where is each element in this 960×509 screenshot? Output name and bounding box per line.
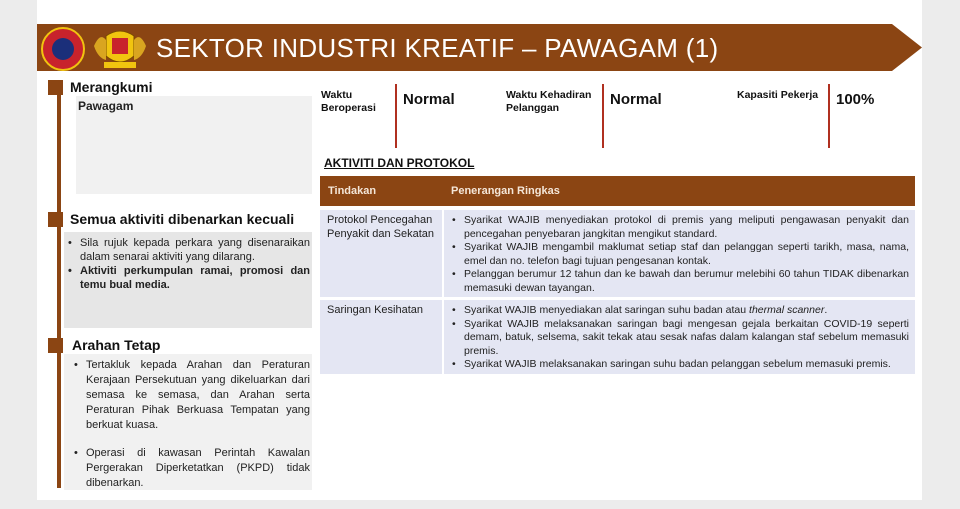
merangkumi-item: Pawagam: [78, 99, 134, 113]
semua-item: • Sila rujuk kepada perkara yang disenaraikan dalam senarai aktiviti yang dilarang.: [66, 236, 310, 264]
penerangan-cell: [443, 299, 915, 374]
protocol-point: • Pelanggan berumur 12 tahun dan ke bawah dan berumur melebihi 60 tahun TIDAK dibenarkan memasuki dewan tayangan.: [450, 268, 909, 295]
left-timeline-bar: [57, 94, 61, 488]
semua-title: Semua aktiviti dibenarkan kecuali: [70, 211, 295, 227]
protocol-table: [320, 176, 915, 374]
stat-label-waktu-beroperasi: Waktu Beroperasi: [321, 89, 376, 114]
aktiviti-heading: AKTIVITI DAN PROTOKOL: [324, 156, 475, 170]
merangkumi-title: Merangkumi: [70, 79, 153, 95]
semua-panel: [64, 232, 312, 328]
section-marker-semua: [48, 212, 63, 227]
stat-label-waktu-kehadiran: Waktu Kehadiran Pelanggan: [506, 89, 592, 114]
merangkumi-panel: [76, 96, 312, 194]
stat-value-kapasiti-pekerja: 100%: [836, 91, 875, 108]
stat-divider: [828, 84, 830, 148]
table-header-row: [320, 176, 915, 208]
semua-item: • Aktiviti perkumpulan ramai, promosi dan temu bual media.: [66, 264, 310, 292]
stat-label-kapasiti-pekerja: Kapasiti Pekerja: [737, 89, 819, 101]
protocol-point: • Syarikat WAJIB melaksanakan saringan bagi mengesan gejala berkaitan COVID-19 seperti demam, batuk, selsema, sakit tekak atau sesak nafas dalam kalangan staf sebelum memasuki premis.: [450, 318, 909, 359]
stat-divider: [602, 84, 604, 148]
tindakan-cell: Saringan Kesihatan: [320, 299, 443, 374]
stat-divider: [395, 84, 397, 148]
arahan-title: Arahan Tetap: [72, 337, 161, 353]
table-row: [320, 299, 915, 374]
table-row: [320, 208, 915, 299]
coat-of-arms-icon: [92, 26, 148, 70]
tindakan-cell: Protokol Pencegahan Penyakit dan Sekatan: [320, 208, 443, 299]
protocol-point: • Syarikat WAJIB menyediakan alat saringan suhu badan atau thermal scanner.: [450, 304, 909, 318]
protocol-point: • Syarikat WAJIB melaksanakan saringan suhu badan pelanggan sebelum memasuki premis.: [450, 358, 909, 372]
stat-value-waktu-kehadiran: Normal: [610, 91, 662, 108]
arahan-panel: [64, 354, 312, 490]
penerangan-cell: [443, 208, 915, 299]
section-marker-merangkumi: [48, 80, 63, 95]
section-marker-arahan: [48, 338, 63, 353]
arahan-item: • Operasi di kawasan Perintah Kawalan Pergerakan Diperketatkan (PKPD) tidak dibenarkan.: [72, 446, 310, 491]
agency-logo-icon: [41, 27, 85, 71]
protocol-point: • Syarikat WAJIB mengambil maklumat setiap staf dan pelanggan seperti tarikh, masa, nama, emel dan no. telefon bagi tujuan pengesanan kontak.: [450, 241, 909, 268]
protocol-point: • Syarikat WAJIB menyediakan protokol di premis yang meliputi pengawasan penyakit dan pencegahan penyebaran jangkitan mengikut standard.: [450, 214, 909, 241]
stat-value-waktu-beroperasi: Normal: [403, 91, 455, 108]
page-title: SEKTOR INDUSTRI KREATIF – PAWAGAM (1): [156, 33, 719, 63]
column-header-penerangan: Penerangan Ringkas: [443, 176, 915, 208]
column-header-tindakan: Tindakan: [320, 176, 443, 208]
arahan-item: • Tertakluk kepada Arahan dan Peraturan Kerajaan Persekutuan yang dikeluarkan dari semasa ke semasa, dan Arahan serta Peraturan Pihak Berkuasa Tempatan yang berkuat kuasa.: [72, 358, 310, 433]
